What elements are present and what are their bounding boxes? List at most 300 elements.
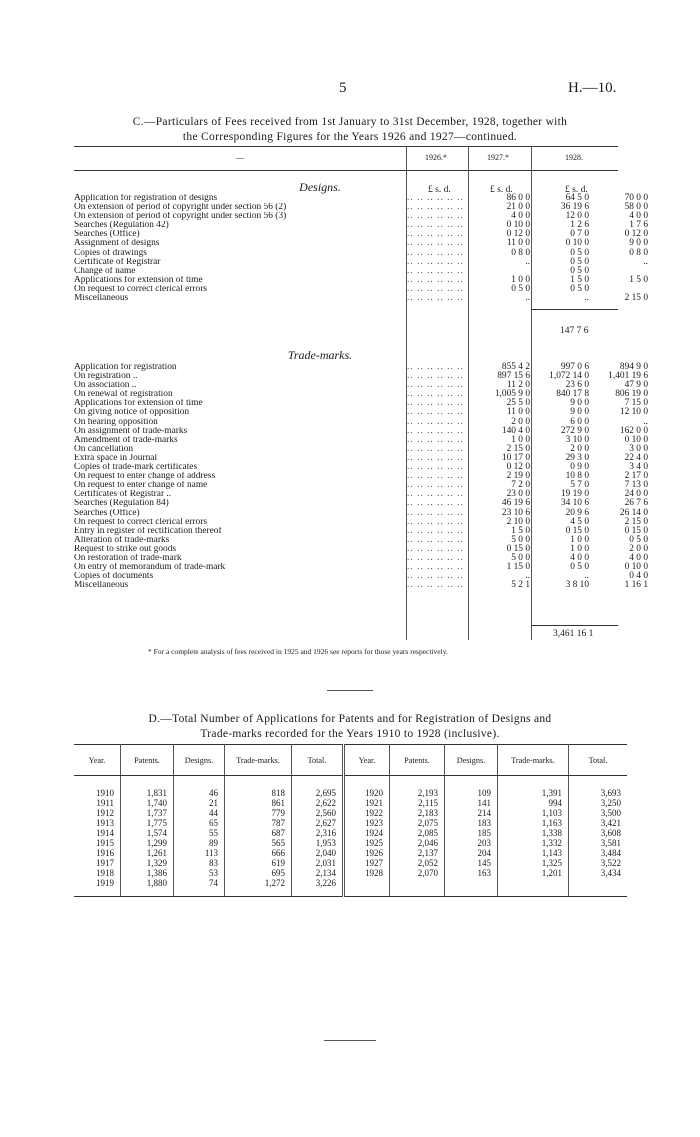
amount-1928: 4 0 0	[629, 211, 648, 222]
year-cell: 1921	[344, 798, 390, 808]
fee-label: On renewal of registration	[74, 390, 173, 400]
leader-dots: .. .. .. .. .. ..	[407, 562, 464, 573]
leader-dots: .. .. .. .. .. ..	[407, 229, 464, 240]
patents-cell: 1,775	[121, 818, 174, 828]
fee-label: Certificates of Registrar ..	[74, 490, 172, 500]
currency-header-1927: £ s. d.	[490, 185, 513, 195]
table-row	[74, 838, 627, 848]
amount-1927: 0 5 0	[570, 562, 589, 573]
year-cell: 1925	[344, 838, 390, 848]
amount-1927: 9 0 0	[570, 398, 589, 409]
leader-dots: .. .. .. .. .. ..	[407, 462, 464, 473]
patents-cell: 2,183	[390, 808, 445, 818]
leader-dots: .. .. .. .. .. ..	[407, 534, 464, 545]
trademarks-heading: Trade-marks.	[287, 348, 353, 362]
amount-1928: ..	[643, 416, 648, 427]
year-cell: 1915	[74, 838, 121, 848]
fee-row	[74, 212, 654, 221]
leader-dots: .. .. .. .. .. ..	[407, 256, 464, 267]
total-cell: 3,522	[600, 858, 621, 868]
header-designs: Designs.	[174, 745, 225, 776]
trademarks-table	[74, 363, 654, 590]
total-cell: 2,031	[292, 858, 344, 868]
amount-1928: 7 15 0	[624, 398, 648, 409]
leader-dots: .. .. .. .. .. ..	[407, 580, 464, 591]
year-cell: 1919	[74, 878, 121, 897]
leader-dots: .. .. .. .. .. ..	[407, 293, 464, 304]
leader-dots: .. .. .. .. .. ..	[407, 283, 464, 294]
amount-1928: 47 9 0	[624, 380, 648, 391]
designs-cell: 141	[445, 798, 498, 808]
leader-dots: .. .. .. .. .. ..	[407, 452, 464, 463]
amount-1926: 1 0 0	[511, 434, 530, 445]
amount-1927: 1 2 6	[570, 220, 589, 231]
total-cell: 3,693	[600, 788, 621, 798]
table-row	[74, 776, 627, 799]
amount-1927: 34 10 6	[560, 498, 589, 509]
total-cell: 3,226	[292, 878, 344, 897]
leader-dots: .. .. .. .. .. ..	[407, 516, 464, 527]
amount-1927: 0 7 0	[570, 229, 589, 240]
total-cell: 2,040	[292, 848, 344, 858]
leader-dots: .. .. .. .. .. ..	[407, 389, 464, 400]
fee-label: Change of name	[74, 266, 136, 276]
table-row	[74, 848, 627, 858]
designs-cell: 65	[174, 818, 225, 828]
header-year: Year.	[74, 745, 121, 776]
leader-dots: .. .. .. .. .. ..	[407, 398, 464, 409]
amount-1926: 86 0 0	[506, 193, 530, 203]
designs-cell: 74	[174, 878, 225, 897]
amount-1927: ..	[584, 571, 589, 582]
leader-dots: .. .. .. .. .. ..	[407, 362, 464, 372]
designs-cell: 203	[445, 838, 498, 848]
fee-row	[74, 258, 654, 267]
patents-cell: 1,261	[121, 848, 174, 858]
amount-1928: 4 0 0	[629, 552, 648, 563]
amount-1927: 840 17 8	[556, 389, 589, 400]
amount-1927: 2 0 0	[570, 443, 589, 454]
fee-label: Miscellaneous	[74, 581, 129, 591]
header-year: Year.	[344, 745, 390, 776]
fee-row	[74, 527, 654, 536]
header-trademarks: Trade-marks.	[225, 745, 292, 776]
fee-row	[74, 408, 654, 417]
patents-cell: 1,831	[121, 776, 174, 799]
year-cell: 1927	[344, 858, 390, 868]
amount-1927: 12 0 0	[565, 211, 589, 222]
fee-label: On assignment of trade-marks	[74, 426, 188, 436]
amount-1928: 7 13 0	[624, 480, 648, 491]
amount-1928: 70 0 0	[624, 193, 648, 203]
section-c-title-line1: C.—Particulars of Fees received from 1st January to 31st December, 1928, together with	[132, 116, 568, 128]
fee-label: On cancellation	[74, 444, 134, 454]
amount-1926: ..	[525, 256, 530, 267]
fee-label: Application for registration	[74, 363, 177, 372]
trademarks-cell: 695	[225, 868, 292, 878]
document-reference: H.—10.	[568, 80, 617, 96]
patents-cell: 2,070	[390, 868, 445, 878]
header-total: Total.	[292, 745, 344, 776]
patents-cell: 2,046	[390, 838, 445, 848]
leader-dots: .. .. .. .. .. ..	[407, 211, 464, 222]
year-cell: 1911	[74, 798, 121, 808]
year-cell: 1920	[344, 776, 390, 799]
trademarks-cell: 787	[225, 818, 292, 828]
year-cell: 1924	[344, 828, 390, 838]
trademarks-cell: 1,272	[225, 878, 292, 897]
header-designs: Designs.	[445, 745, 498, 776]
fee-label: On request to correct clerical errors	[74, 517, 208, 527]
year-cell: 1926	[344, 848, 390, 858]
total-cell: 3,484	[600, 848, 621, 858]
amount-1928: 2 15 0	[624, 516, 648, 527]
applications-table	[74, 744, 627, 897]
total-cell: 2,622	[292, 798, 344, 808]
amount-1928: 162 0 0	[619, 425, 648, 436]
fee-label: Alteration of trade-marks	[74, 535, 170, 545]
amount-1927: 0 5 0	[570, 247, 589, 258]
designs-cell	[445, 878, 498, 897]
amount-1927: 29 3 0	[565, 452, 589, 463]
table-row	[74, 878, 627, 897]
fee-row	[74, 239, 654, 248]
amount-1927: 9 0 0	[570, 407, 589, 418]
amount-1926: 5 0 0	[511, 534, 530, 545]
leader-dots: .. .. .. .. .. ..	[407, 371, 464, 382]
fee-row	[74, 399, 654, 408]
leader-dots: .. .. .. .. .. ..	[407, 407, 464, 418]
designs-cell: 44	[174, 808, 225, 818]
amount-1928: 2 15 0	[624, 293, 648, 304]
amount-1927: 272 9 0	[560, 425, 589, 436]
leader-dots: .. .. .. .. .. ..	[407, 498, 464, 509]
header-total: Total.	[569, 745, 628, 776]
total-cell: 2,695	[292, 776, 344, 799]
leader-dots: .. .. .. .. .. ..	[407, 425, 464, 436]
amount-1928: 0 5 0	[629, 534, 648, 545]
leader-dots: .. .. .. .. .. ..	[407, 247, 464, 258]
amount-1927: 3 10 0	[565, 434, 589, 445]
fee-label: On request to enter change of name	[74, 481, 208, 491]
total-cell: 2,316	[292, 828, 344, 838]
trademarks-cell: 565	[225, 838, 292, 848]
amount-1928: 1,401 19 6	[608, 371, 648, 382]
table-row	[74, 868, 627, 878]
amount-1926: 11 0 0	[506, 407, 530, 418]
total-cell: 3,500	[600, 808, 621, 818]
year-cell: 1914	[74, 828, 121, 838]
amount-1928: 0 8 0	[629, 247, 648, 258]
fee-label: On giving notice of opposition	[74, 408, 190, 418]
year-cell: 1910	[74, 776, 121, 799]
amount-1928: 3 4 0	[629, 462, 648, 473]
amount-1928: 894 9 0	[619, 362, 648, 372]
amount-1926: 0 12 0	[506, 229, 530, 240]
fee-row	[74, 276, 654, 285]
fee-row	[74, 221, 654, 230]
fees-table-top-rule	[74, 146, 618, 147]
end-rule	[324, 1040, 376, 1041]
trademarks-cell: 666	[225, 848, 292, 858]
amount-1927: 1 0 0	[570, 543, 589, 554]
fee-label: Searches (Regulation 84)	[74, 499, 169, 509]
fee-label: Copies of drawings	[74, 248, 147, 258]
amount-1927: 1 5 0	[570, 274, 589, 285]
amount-1928: 1 5 0	[629, 274, 648, 285]
amount-1927: 4 0 0	[570, 552, 589, 563]
amount-1926: 7 2 0	[511, 480, 530, 491]
amount-1928: 0 15 0	[624, 525, 648, 536]
trademarks-cell: 1,103	[498, 808, 569, 818]
fee-label: On association ..	[74, 381, 137, 391]
designs-cell: 185	[445, 828, 498, 838]
header-patents: Patents.	[121, 745, 174, 776]
amount-1928: 0 10 0	[624, 562, 648, 573]
amount-1928: 26 7 6	[624, 498, 648, 509]
amount-1927: 23 6 0	[565, 380, 589, 391]
amount-1926: ..	[525, 571, 530, 582]
trademarks-cell	[498, 878, 569, 897]
fee-label: Miscellaneous	[74, 294, 129, 304]
year-cell: 1913	[74, 818, 121, 828]
leader-dots: .. .. .. .. .. ..	[407, 507, 464, 518]
leader-dots: .. .. .. .. .. ..	[407, 238, 464, 249]
fee-row	[74, 294, 654, 303]
patents-cell: 1,329	[121, 858, 174, 868]
column-header-1926: 1926.*	[425, 153, 447, 162]
amount-1926: 0 15 0	[506, 543, 530, 554]
table-row	[74, 858, 627, 868]
amount-1926: 855 4 2	[501, 362, 530, 372]
leader-dots: .. .. .. .. .. ..	[407, 202, 464, 213]
designs-cell: 183	[445, 818, 498, 828]
amount-1927: 64 5 0	[565, 193, 589, 203]
fee-row	[74, 436, 654, 445]
fee-row	[74, 554, 654, 563]
leader-dots: .. .. .. .. .. ..	[407, 220, 464, 231]
amount-1926: 140 4 0	[501, 425, 530, 436]
amount-1926: ..	[525, 293, 530, 304]
designs-cell: 204	[445, 848, 498, 858]
patents-cell: 2,137	[390, 848, 445, 858]
header-trademarks: Trade-marks.	[498, 745, 569, 776]
fee-label: On request to enter change of address	[74, 472, 216, 482]
total-cell: 3,250	[600, 798, 621, 808]
fee-label: Searches (Office)	[74, 508, 140, 518]
currency-header-1928: £ s. d.	[565, 185, 588, 195]
leader-dots: .. .. .. .. .. ..	[407, 525, 464, 536]
fee-row	[74, 267, 654, 276]
amount-1928: 9 0 0	[629, 238, 648, 249]
page-number: 5	[339, 80, 347, 96]
amount-1926: 5 0 0	[511, 552, 530, 563]
patents-cell: 1,574	[121, 828, 174, 838]
amount-1927: 1 0 0	[570, 534, 589, 545]
year-cell	[344, 878, 390, 897]
fee-label: On hearing opposition	[74, 417, 158, 427]
column-header-1928: 1928.	[565, 153, 583, 162]
year-cell: 1922	[344, 808, 390, 818]
trademarks-cell: 1,391	[498, 776, 569, 799]
amount-1928: 58 0 0	[624, 202, 648, 213]
trademarks-total-rule	[531, 625, 618, 626]
trademarks-cell: 994	[498, 798, 569, 808]
amount-1926: 5 2 1	[511, 580, 530, 591]
amount-1928: 24 0 0	[624, 489, 648, 500]
leader-dots: .. .. .. .. .. ..	[407, 265, 464, 276]
total-cell	[569, 878, 628, 897]
designs-total-1928: 147 7 6	[560, 326, 589, 336]
amount-1926: 897 15 6	[497, 371, 530, 382]
year-cell: 1912	[74, 808, 121, 818]
fee-row	[74, 545, 654, 554]
patents-cell: 1,299	[121, 838, 174, 848]
total-cell: 3,608	[600, 828, 621, 838]
patents-cell: 2,085	[390, 828, 445, 838]
amount-1926: 1,005 9 0	[494, 389, 530, 400]
separator-rule	[327, 690, 373, 691]
amount-1926: 1 0 0	[511, 274, 530, 285]
patents-cell: 1,880	[121, 878, 174, 897]
fee-row	[74, 509, 654, 518]
designs-cell: 214	[445, 808, 498, 818]
trademarks-cell: 779	[225, 808, 292, 818]
amount-1927: 5 7 0	[570, 480, 589, 491]
table-row	[74, 808, 627, 818]
amount-1928: 1 7 6	[629, 220, 648, 231]
amount-1928: 0 4 0	[629, 571, 648, 582]
amount-1928: 26 14 0	[619, 507, 648, 518]
amount-1926: 0 5 0	[511, 283, 530, 294]
amount-1928: 22 4 0	[624, 452, 648, 463]
amount-1926: 2 15 0	[506, 443, 530, 454]
patents-cell: 2,193	[390, 776, 445, 799]
designs-total-rule	[531, 309, 618, 310]
fee-label: Applications for extension of time	[74, 399, 203, 409]
section-d-title-line1: D.—Total Number of Applications for Patents and for Registration of Designs and	[148, 713, 552, 725]
fee-label: Application for registration of designs	[74, 194, 218, 203]
leader-dots: .. .. .. .. .. ..	[407, 480, 464, 491]
designs-cell: 83	[174, 858, 225, 868]
leader-dots: .. .. .. .. .. ..	[407, 489, 464, 500]
patents-cell: 1,386	[121, 868, 174, 878]
patents-cell: 2,052	[390, 858, 445, 868]
designs-table	[74, 194, 654, 303]
leader-dots: .. .. .. .. .. ..	[407, 416, 464, 427]
designs-heading: Designs.	[299, 180, 341, 194]
fee-label: Copies of trade-mark certificates	[74, 463, 198, 473]
amount-1926: 23 0 0	[506, 489, 530, 500]
designs-cell: 163	[445, 868, 498, 878]
amount-1926: 11 0 0	[506, 238, 530, 249]
table-row	[74, 818, 627, 828]
fee-label: Amendment of trade-marks	[74, 435, 178, 445]
amount-1926: 25 5 0	[506, 398, 530, 409]
patents-cell: 1,740	[121, 798, 174, 808]
trademarks-cell: 861	[225, 798, 292, 808]
trademarks-total-1928: 3,461 16 1	[553, 629, 594, 639]
amount-1926: 1 5 0	[511, 525, 530, 536]
fee-row	[74, 285, 654, 294]
amount-1927: 36 19 6	[560, 202, 589, 213]
trademarks-cell: 1,163	[498, 818, 569, 828]
leader-dots: .. .. .. .. .. ..	[407, 543, 464, 554]
fee-label: On restoration of trade-mark	[74, 553, 182, 563]
fee-row	[74, 454, 654, 463]
year-cell: 1916	[74, 848, 121, 858]
amount-1928: 0 12 0	[624, 229, 648, 240]
amount-1926: 4 0 0	[511, 211, 530, 222]
total-cell: 2,627	[292, 818, 344, 828]
fee-label: Searches (Regulation 42)	[74, 221, 169, 231]
fee-label: Searches (Office)	[74, 230, 140, 240]
amount-1926: 1 15 0	[506, 562, 530, 573]
trademarks-cell: 1,143	[498, 848, 569, 858]
section-d-title-line2: Trade-marks recorded for the Years 1910 to 1928 (inclusive).	[200, 728, 500, 740]
trademarks-cell: 1,332	[498, 838, 569, 848]
amount-1928: 12 10 0	[619, 407, 648, 418]
amount-1926: 21 0 0	[506, 202, 530, 213]
total-cell: 2,134	[292, 868, 344, 878]
amount-1928: 3 0 0	[629, 443, 648, 454]
amount-1928: 1 16 1	[624, 580, 648, 591]
amount-1926: 2 19 0	[506, 471, 530, 482]
leader-dots: .. .. .. .. .. ..	[407, 552, 464, 563]
year-cell: 1918	[74, 868, 121, 878]
amount-1927: 20 9 6	[565, 507, 589, 518]
fee-row	[74, 390, 654, 399]
trademarks-cell: 1,325	[498, 858, 569, 868]
amount-1928: 0 10 0	[624, 434, 648, 445]
amount-1927: 4 5 0	[570, 516, 589, 527]
year-cell: 1917	[74, 858, 121, 868]
fee-label: Applications for extension of time	[74, 275, 203, 285]
fee-row	[74, 472, 654, 481]
amount-1928: ..	[643, 256, 648, 267]
fee-row	[74, 249, 654, 258]
header-patents: Patents.	[390, 745, 445, 776]
section-c-title-line2: the Corresponding Figures for the Years 1926 and 1927—continued.	[182, 131, 518, 143]
total-cell: 3,421	[600, 818, 621, 828]
designs-cell: 145	[445, 858, 498, 868]
amount-1926: 0 8 0	[511, 247, 530, 258]
fee-label: On extension of period of copyright under section 56 (3)	[74, 212, 287, 222]
year-cell: 1928	[344, 868, 390, 878]
patents-cell: 2,115	[390, 798, 445, 808]
amount-1927: 0 9 0	[570, 462, 589, 473]
trademarks-cell: 687	[225, 828, 292, 838]
amount-1928: 806 19 0	[615, 389, 648, 400]
leader-dots: .. .. .. .. .. ..	[407, 471, 464, 482]
amount-1927: 0 10 0	[565, 238, 589, 249]
leader-dots: .. .. .. .. .. ..	[407, 571, 464, 582]
fee-label: On entry of memorandum of trade-mark	[74, 563, 226, 573]
fee-label: Assignment of designs	[74, 239, 160, 249]
patents-cell: 1,737	[121, 808, 174, 818]
leader-dots: .. .. .. .. .. ..	[407, 193, 464, 203]
fee-label: Certificate of Registrar	[74, 257, 161, 267]
amount-1926: 0 10 0	[506, 220, 530, 231]
patents-cell: 2,075	[390, 818, 445, 828]
table-row	[74, 798, 627, 808]
amount-1927: ..	[584, 293, 589, 304]
designs-cell: 55	[174, 828, 225, 838]
currency-header-1926: £ s. d.	[428, 185, 451, 195]
designs-cell: 89	[174, 838, 225, 848]
amount-1926: 2 0 0	[511, 416, 530, 427]
trademarks-cell: 619	[225, 858, 292, 868]
